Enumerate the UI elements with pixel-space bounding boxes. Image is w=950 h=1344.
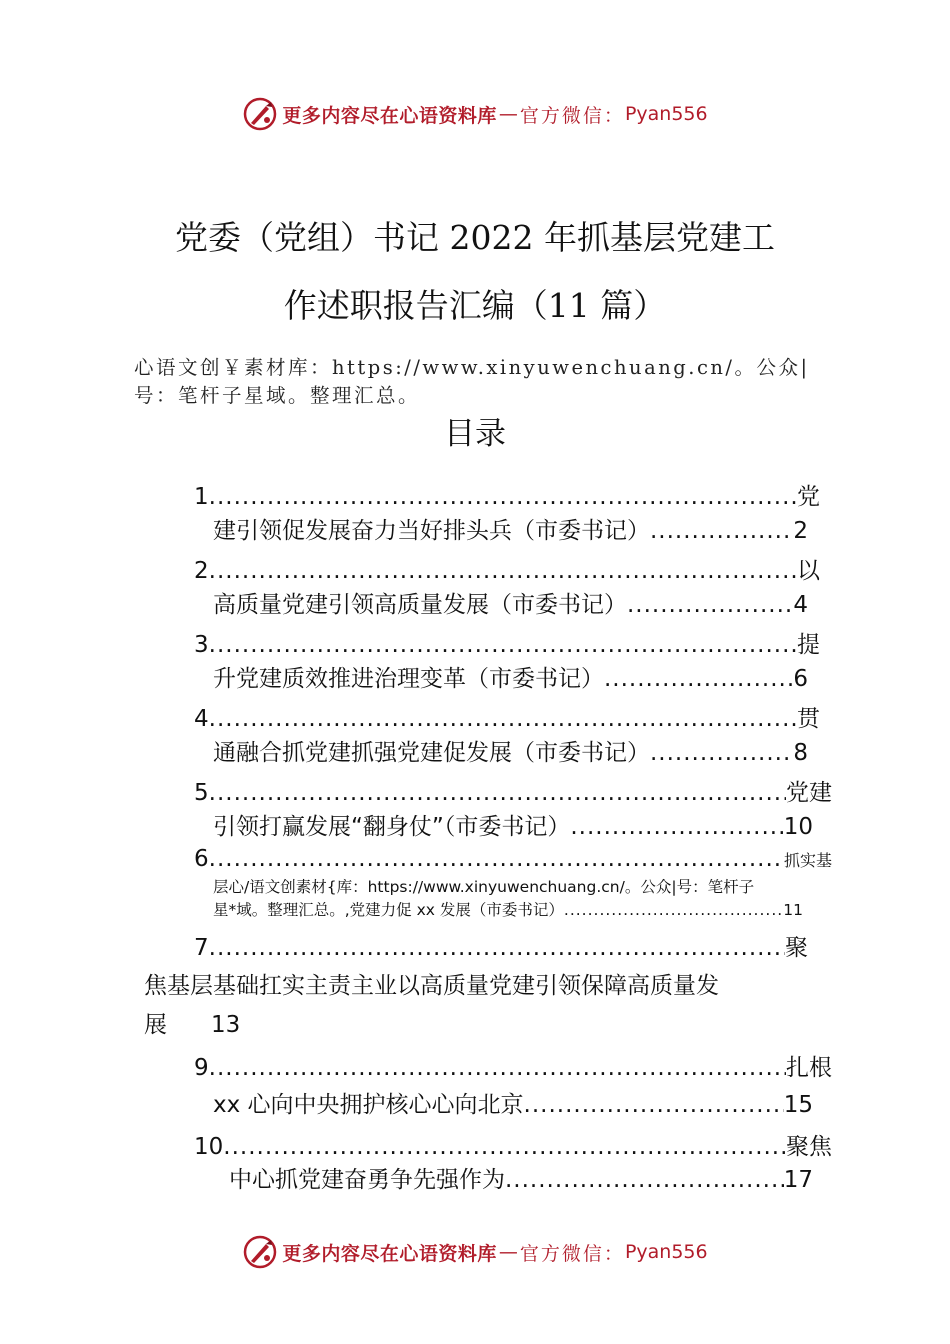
leader-dots [209,558,797,584]
leader-dots [650,740,793,766]
toc-entry-title-start: 聚焦 [786,1134,832,1160]
toc-entry-6-line2[interactable] [213,875,831,897]
banner-slogan: 更多内容尽在心语资料库 [282,104,497,127]
leader-dots [564,901,783,919]
toc-entry-number: 6 [194,846,209,872]
leader-dots [209,846,784,872]
banner-wechat-id: Pyan556 [624,1241,708,1263]
toc-entry-6-line1[interactable] [194,846,832,872]
toc-entry-page: 11 [783,901,803,919]
toc-entry-title: 层心/语文创素材{库：https://www.xinyuwenchuang.cn/。公众|号：笔杆子 [213,878,755,896]
toc-heading: 目录 [444,416,506,452]
toc-entry-title-start: 扎根 [786,1055,832,1081]
toc-entry-title: 中心抓党建奋勇争先强作为 [229,1167,505,1193]
source-note-line1: 心语文创￥素材库：https://www.xinyuwenchuang.cn/。公众| [134,356,810,379]
banner-wechat-label: 官方微信： [519,1242,625,1265]
document-title-line1: 党委（党组）书记 2022 年抓基层党建工 [175,218,775,257]
toc-entry-5-line2[interactable] [213,808,813,841]
toc-entry-number: 10 [194,1134,224,1160]
toc-entry-number: 1 [194,484,209,510]
toc-entry-title-start: 提 [797,632,820,658]
toc-entry-number: 7 [194,935,209,961]
toc-entry-2-line2[interactable] [213,586,808,619]
leader-dots [223,1134,786,1160]
toc-entry-10-line1[interactable] [194,1128,832,1161]
toc-entry-page: 4 [793,592,808,618]
toc-entry-title-start: 贯 [797,706,820,732]
toc-entry-7-line1[interactable] [194,929,808,962]
toc-entry-page: 17 [783,1167,813,1193]
toc-entry-number: 3 [194,632,209,658]
toc-entry-title: 建引领促发展奋力当好排头兵（市委书记） [213,518,650,544]
toc-entry-number: 4 [194,706,209,732]
toc-entry-4-line2[interactable] [213,734,808,767]
toc-entry-title: xx 心向中央拥护核心心向北京 [213,1092,524,1118]
header-banner [0,94,950,134]
toc-entry-number: 5 [194,780,209,806]
quill-logo-icon [242,96,278,132]
toc-entry-1-line2[interactable] [213,512,808,545]
toc-entry-title-start: 党建 [786,780,832,806]
toc-entry-9-line1[interactable] [194,1049,832,1082]
toc-entry-3-line2[interactable] [213,660,808,693]
toc-entry-title-start: 以 [797,558,820,584]
toc-entry-5-line1[interactable] [194,774,832,807]
toc-entry-2-line1[interactable] [194,552,820,585]
toc-entry-title-start: 聚 [785,935,808,961]
leader-dots [209,484,797,510]
leader-dots [209,706,797,732]
toc-entry-title-end: 星*域。整理汇总。,党建力促 xx 发展（市委书记） [213,901,564,919]
toc-entry-title: 焦基层基础扛实主责主业以高质量党建引领保障高质量发 [144,973,719,999]
toc-entry-3-line1[interactable] [194,626,820,659]
leader-dots [524,1092,784,1118]
toc-entry-page: 8 [793,740,808,766]
leader-dots [570,814,783,840]
leader-dots [650,518,793,544]
toc-entry-6-line3[interactable] [213,898,803,920]
leader-dots [209,780,786,806]
toc-entry-title: 通融合抓党建抓强党建促发展（市委书记） [213,740,650,766]
footer-banner [0,1232,950,1272]
toc-entry-title-end: 展 [144,1012,167,1038]
toc-entry-number: 9 [194,1055,209,1081]
toc-entry-title: 升党建质效推进治理变革（市委书记） [213,666,604,692]
banner-dash: — [498,103,518,125]
toc-entry-title-start: 党 [797,484,820,510]
banner-dash: — [498,1241,518,1263]
leader-dots [604,666,793,692]
banner-slogan: 更多内容尽在心语资料库 [282,1242,497,1265]
toc-entry-10-line2[interactable] [229,1161,813,1194]
toc-entry-page: 10 [783,814,813,840]
banner-wechat-label: 官方微信： [519,104,625,127]
toc-entry-title: 引领打赢发展“翻身仗”（市委书记） [213,814,571,840]
quill-logo-icon [242,1234,278,1270]
toc-entry-7-line2[interactable] [144,967,824,1000]
document-title-line2: 作述职报告汇编（11 篇） [283,286,667,325]
toc-entry-4-line1[interactable] [194,700,820,733]
leader-dots [209,935,785,961]
source-note-line2: 号：笔杆子星域。整理汇总。 [134,384,421,407]
toc-entry-number: 2 [194,558,209,584]
toc-entry-1-line1[interactable] [194,478,820,511]
leader-dots [209,632,797,658]
leader-dots [209,1055,786,1081]
leader-dots [505,1167,784,1193]
toc-entry-title-start: 抓实基 [783,851,832,870]
toc-entry-page: 6 [793,666,808,692]
toc-entry-7-line3[interactable] [144,1006,344,1039]
leader-dots [627,592,793,618]
toc-entry-page: 15 [783,1092,813,1118]
toc-entry-page: 13 [211,1012,241,1038]
toc-entry-page: 2 [793,518,808,544]
banner-wechat-id: Pyan556 [624,103,708,125]
toc-entry-9-line2[interactable] [213,1086,813,1119]
toc-entry-title: 高质量党建引领高质量发展（市委书记） [213,592,627,618]
